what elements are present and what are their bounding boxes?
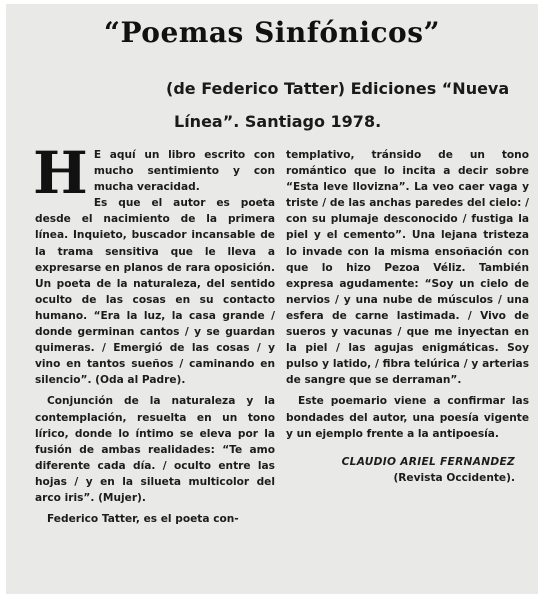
right-column xyxy=(286,147,529,486)
paragraph-4-end: templativo, tránsido de un tono romántico que lo incita a decir sobre “Esta leve llovizna”. La veo caer vaga y triste / de las anchas paredes del cielo: / con su plumaje desconocido / fustiga la piel y el cemento”. Una lejana tristeza lo invade con la misma ensoñación con que lo hizo Pezoa Véliz. También expresa agudamente: “Soy un cielo de nervios / y una nube de músculos / una esfera de carne lastimada. / Vivo de sueros y vacunas / que me inyectan en la piel / las agujas enigmáticas. Soy pulso y latido, / fibra telúrica / y arterias de sangre que se derraman”. xyxy=(286,149,529,387)
subtitle-line-1: (de Federico Tatter) Ediciones “Nueva xyxy=(166,79,510,98)
paragraph-1-text: E aquí un libro escrito con mucho sentimiento y con mucha veracidad. xyxy=(93,149,275,194)
drop-cap: H xyxy=(33,139,88,207)
paragraph-1 xyxy=(33,139,275,207)
paragraph-2 xyxy=(35,195,275,388)
author-signature: CLAUDIO ARIEL FERNANDEZ xyxy=(341,455,515,468)
review-subtitle xyxy=(166,72,526,138)
paragraph-5: Este poemario viene a confirmar las bondades del autor, una poesía vigente y un ejemplo frente a la antipoesía. xyxy=(286,395,529,440)
newspaper-clipping xyxy=(6,4,538,594)
left-column xyxy=(33,139,275,527)
subtitle-line-2: Línea”. Santiago 1978. xyxy=(174,112,382,131)
review-title: “Poemas Sinfónicos” xyxy=(103,16,441,49)
paragraph-2-text: Es que el autor es poeta desde el nacimiento de la primera línea. Inquieto, buscador incansable de la trama sensitiva que le lleva a expresarse en planos de rara oposición. Un poeta de la naturaleza, del sentido oculto de las cosas en su contacto humano. “Era la luz, la casa grande / donde germinan cantos / y se guardan quimeras. / Emergió de las cosas / y vino en tantos sueños / caminando en silencio”. (Oda al Padre). xyxy=(35,197,275,387)
paragraph-4-start: Federico Tatter, es el poeta con- xyxy=(47,513,239,526)
source-citation: (Revista Occidente). xyxy=(393,471,515,484)
paragraph-3: Conjunción de la naturaleza y la contemplación, resuelta en un tono lírico, donde lo íntimo se eleva por la fusión de ambas realidades: “Te amo diferente cada día. / oculto entre las hojas / y en la silueta multicolor del arco iris”. (Mujer). xyxy=(35,395,275,504)
